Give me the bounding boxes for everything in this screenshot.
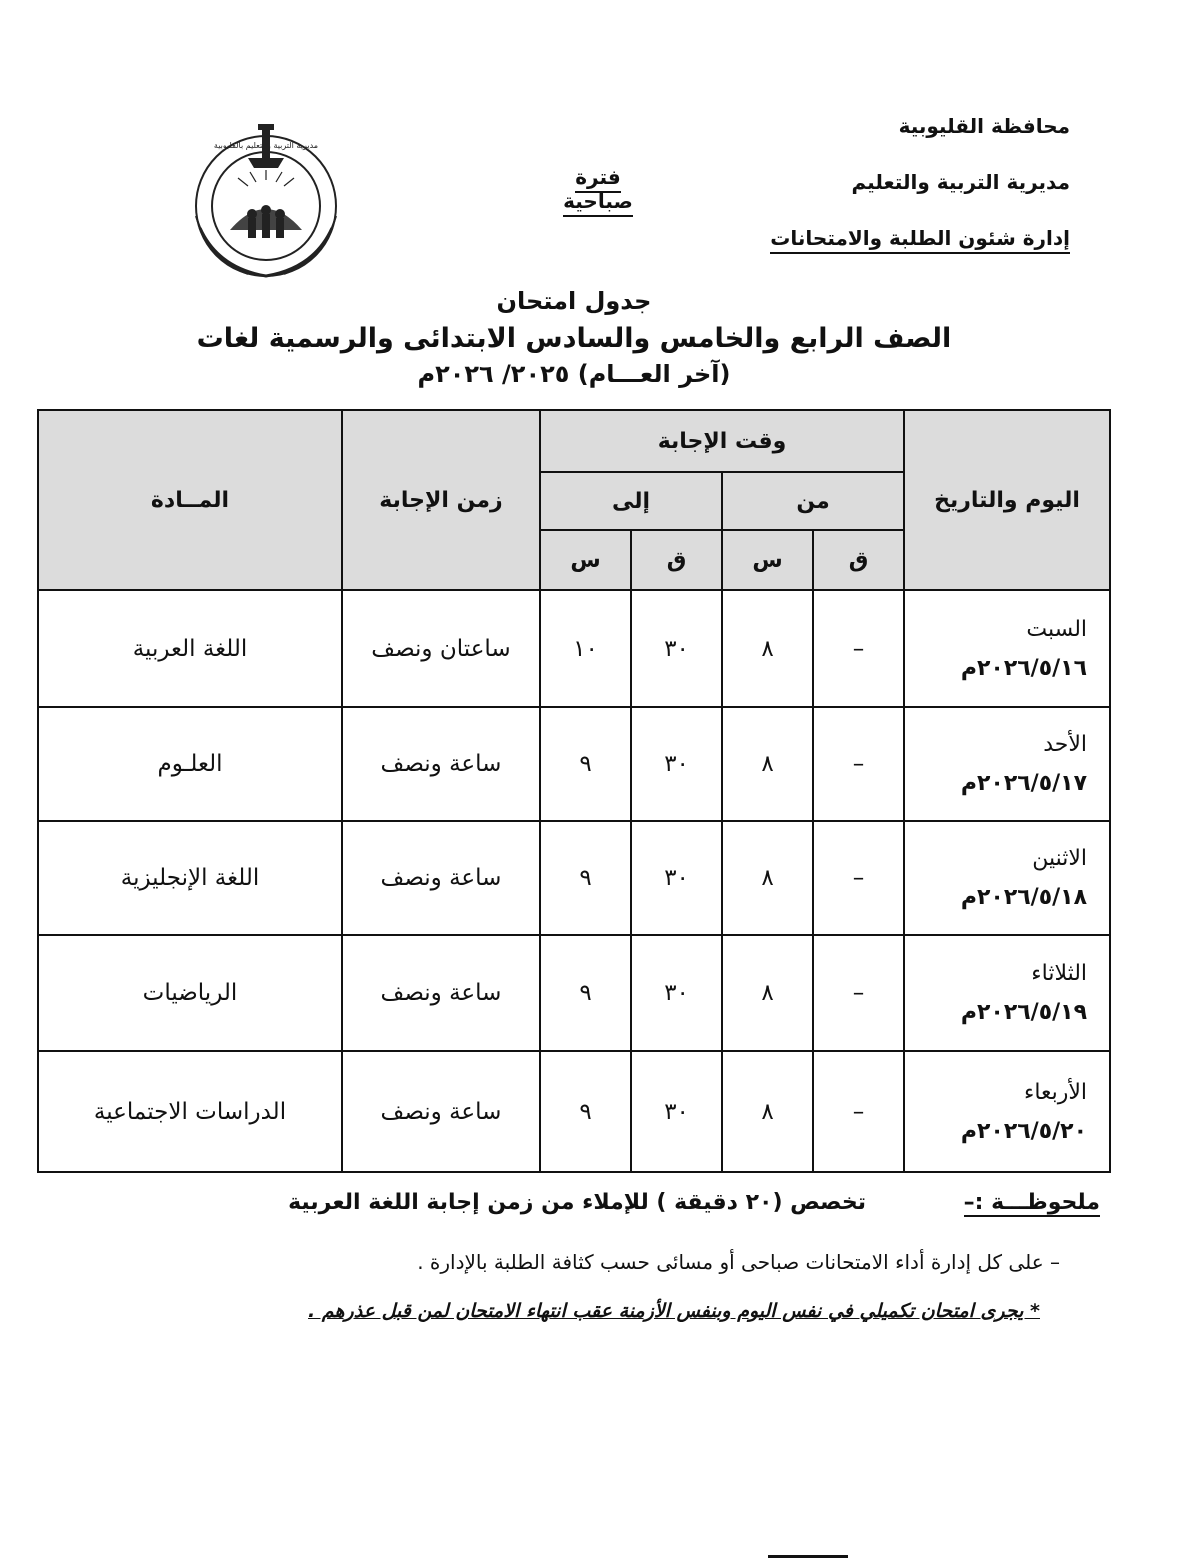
date-label: ٢٠٢٦/٥/١٧م <box>960 771 1088 796</box>
header-answer-time: وقت الإجابة <box>540 410 904 472</box>
date-label: ٢٠٢٦/٥/١٨م <box>960 885 1088 910</box>
day-date-cell <box>904 821 1110 935</box>
from-minutes-cell: – <box>813 821 904 935</box>
date-label: ٢٠٢٦/٥/١٩م <box>960 1000 1088 1025</box>
note-dictation <box>150 1190 1100 1215</box>
table-row <box>38 935 1110 1051</box>
to-minutes-cell: ٣٠ <box>631 821 722 935</box>
from-minutes-cell: – <box>813 1051 904 1172</box>
header-from-minutes: ق <box>813 530 904 590</box>
to-hours-cell: ٩ <box>540 821 631 935</box>
header-from-hours: س <box>722 530 813 590</box>
period-text: فترة صباحية <box>563 165 633 217</box>
to-minutes-cell: ٣٠ <box>631 1051 722 1172</box>
header-day-date: اليوم والتاريخ <box>904 410 1110 590</box>
table-row <box>38 590 1110 707</box>
to-minutes-cell: ٣٠ <box>631 707 722 821</box>
to-minutes-cell: ٣٠ <box>631 590 722 707</box>
department-text: إدارة شئون الطلبة والامتحانات <box>770 226 1070 254</box>
header-to: إلى <box>540 472 722 530</box>
from-hours-cell: ٨ <box>722 935 813 1051</box>
governorate-label: محافظة القليوبية <box>898 114 1070 138</box>
note-dictation-text: تخصص (٢٠ دقيقة ) للإملاء من زمن إجابة اللغة العربية <box>288 1190 866 1215</box>
duration-cell: ساعتان ونصف <box>342 590 540 707</box>
to-hours-cell: ١٠ <box>540 590 631 707</box>
to-hours-cell: ٩ <box>540 1051 631 1172</box>
subject-cell: اللغة الإنجليزية <box>38 821 342 935</box>
duration-cell: ساعة ونصف <box>342 707 540 821</box>
header-from: من <box>722 472 904 530</box>
title-line-3: (آخر العـــام) ٢٠٢٥/ ٢٠٢٦م <box>417 360 731 388</box>
footer-divider <box>768 1555 848 1558</box>
note-periods: – على كل إدارة أداء الامتحانات صباحى أو مسائى حسب كثافة الطلبة بالإدارة . <box>417 1250 1060 1274</box>
to-hours-cell: ٩ <box>540 707 631 821</box>
duration-cell: ساعة ونصف <box>342 1051 540 1172</box>
note-label: ملحوظـــة :– <box>963 1190 1100 1215</box>
from-hours-cell: ٨ <box>722 821 813 935</box>
day-label: السبت <box>1026 616 1088 642</box>
table-row <box>38 1051 1110 1172</box>
from-hours-cell: ٨ <box>722 590 813 707</box>
header-block <box>770 108 1070 276</box>
subject-cell: الدراسات الاجتماعية <box>38 1051 342 1172</box>
subject-cell: اللغة العربية <box>38 590 342 707</box>
directorate-logo-icon <box>178 118 354 288</box>
exam-schedule-table <box>37 409 1111 1173</box>
from-minutes-cell: – <box>813 935 904 1051</box>
note-makeup-exam: * يجرى امتحان تكميلي في نفس اليوم وبنفس الأزمنة عقب انتهاء الامتحان لمن قبل عذرهم . <box>308 1300 1040 1322</box>
from-hours-cell: ٨ <box>722 1051 813 1172</box>
titles <box>40 282 1108 390</box>
department-label <box>770 220 1070 276</box>
header-duration: زمن الإجابة <box>342 410 540 590</box>
day-label: الثلاثاء <box>1031 961 1088 986</box>
to-hours-cell: ٩ <box>540 935 631 1051</box>
day-label: الأربعاء <box>1023 1079 1088 1105</box>
header-to-minutes: ق <box>631 530 722 590</box>
day-date-cell <box>904 935 1110 1051</box>
day-label: الاثنين <box>1032 846 1088 871</box>
logo-ring-text: مديرية التربية والتعليم بالقليوبية <box>213 141 319 150</box>
day-date-cell <box>904 590 1110 707</box>
table-row <box>38 821 1110 935</box>
duration-cell: ساعة ونصف <box>342 935 540 1051</box>
subject-cell: العلـوم <box>38 707 342 821</box>
header-subject: المــادة <box>38 410 342 590</box>
day-date-cell <box>904 1051 1110 1172</box>
title-line-1: جدول امتحان <box>496 287 652 315</box>
subject-cell: الرياضيات <box>38 935 342 1051</box>
period-label <box>538 165 658 213</box>
title-line-2: الصف الرابع والخامس والسادس الابتدائى والرسمية لغات <box>196 323 952 354</box>
date-label: ٢٠٢٦/٥/٢٠م <box>960 1118 1088 1144</box>
from-minutes-cell: – <box>813 590 904 707</box>
header-to-hours: س <box>540 530 631 590</box>
date-label: ٢٠٢٦/٥/١٦م <box>960 655 1088 681</box>
table-row <box>38 707 1110 821</box>
day-label: الأحد <box>1043 732 1088 757</box>
from-hours-cell: ٨ <box>722 707 813 821</box>
day-date-cell <box>904 707 1110 821</box>
duration-cell: ساعة ونصف <box>342 821 540 935</box>
directorate-label: مديرية التربية والتعليم <box>851 170 1070 194</box>
from-minutes-cell: – <box>813 707 904 821</box>
to-minutes-cell: ٣٠ <box>631 935 722 1051</box>
